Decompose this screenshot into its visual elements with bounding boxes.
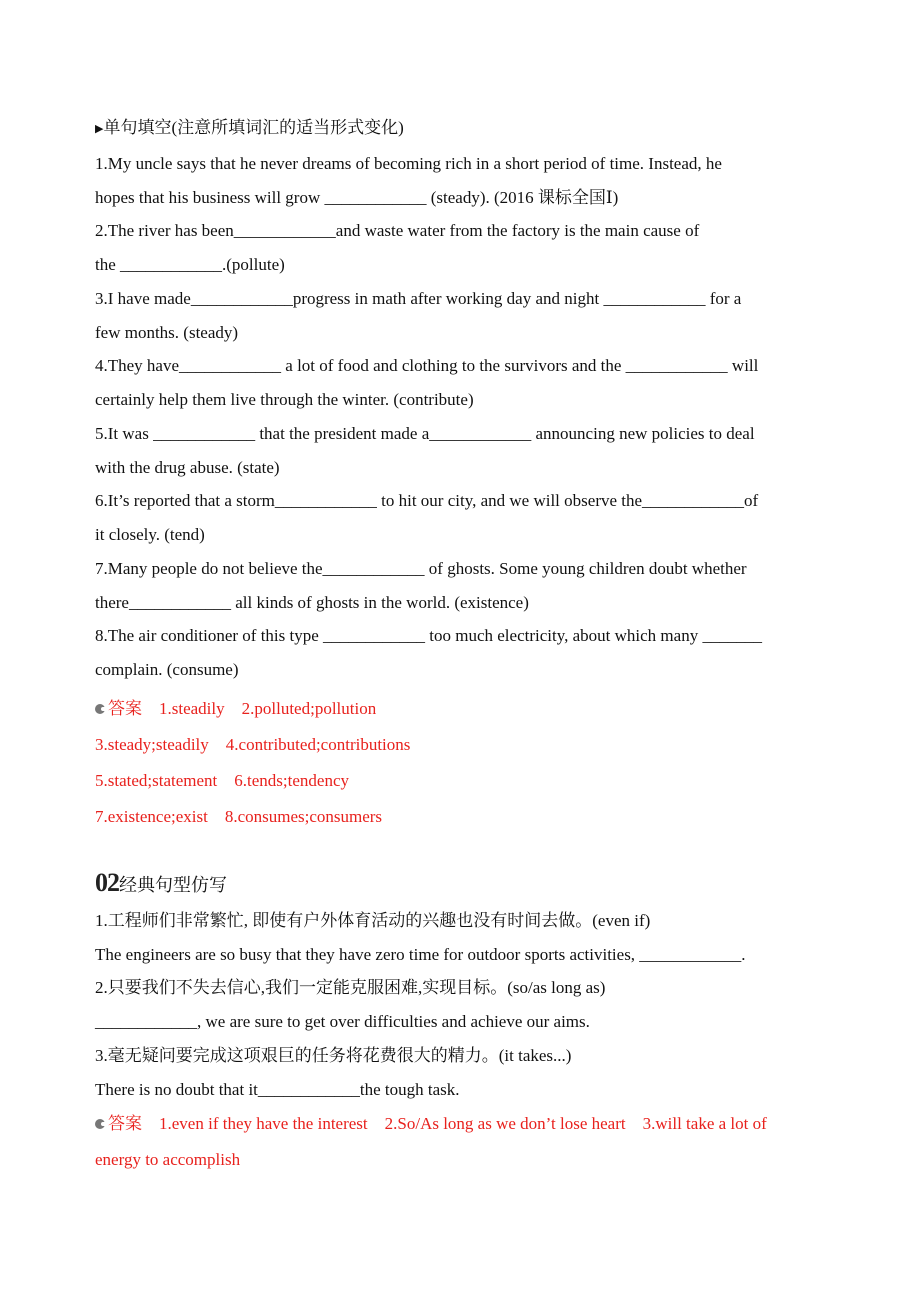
text-line: few months. (steady) [95,322,239,342]
text-line: There is no doubt that it____________the tough task. [95,1079,460,1099]
answer-line: 3.steady;steadily 4.contributed;contributions [95,734,411,754]
answer-icon [95,704,105,714]
exercise-lines [95,904,895,1107]
text-line: 4.They have____________ a lot of food and clothing to the survivors and the ____________ will [95,356,759,376]
answer-icon [95,1119,105,1129]
answer-line: 答案 1.steadily 2.polluted;pollution [95,691,895,727]
answers-block-1 [95,691,895,835]
text-line: 2.只要我们不失去信心,我们一定能克服困难,实现目标。(so/as long as) [95,978,606,998]
text-line: 1.工程师们非常繁忙, 即使有户外体育活动的兴趣也没有时间去做。(even if) [95,910,651,930]
text-line: certainly help them live through the winter. (contribute) [95,390,474,409]
text-line: with the drug abuse. (state) [95,457,280,477]
text-line: hopes that his business will grow ____________ (steady). (2016 课标全国Ⅰ) [95,187,619,207]
triangle-bullet-icon: ▶ [95,123,104,135]
section-sentence-imitation [95,865,895,1179]
text-line: ____________, we are sure to get over difficulties and achieve our aims. [95,1012,590,1031]
text-line: 6.It’s reported that a storm____________ to hit our city, and we will observe the____________of [95,491,759,511]
section-heading: ▶单句填空(注意所填词汇的适当形式变化) [95,118,404,137]
section-heading: 02经典句型仿写 [95,867,227,897]
answer-line: energy to accomplish [95,1150,241,1170]
text-line: The engineers are so busy that they have zero time for outdoor sports activities, ____________. [95,944,746,964]
text-line: 3.I have made____________progress in math after working day and night ____________ for a [95,288,742,308]
text-line: there____________ all kinds of ghosts in the world. (existence) [95,592,529,612]
text-line: the ____________.(pollute) [95,255,285,274]
answer-line: 5.stated;statement 6.tends;tendency [95,770,349,790]
text-line: 2.The river has been____________and waste water from the factory is the main cause of [95,221,700,241]
section-fill-in-blanks [95,111,895,687]
section-number: 02 [95,867,119,897]
exercise-lines [95,147,895,687]
text-line: 7.Many people do not believe the____________ of ghosts. Some young children doubt whether [95,558,747,578]
answer-line: 7.existence;exist 8.consumes;consumers [95,806,383,826]
text-line: 5.It was ____________ that the president made a____________ announcing new policies to deal [95,423,755,443]
text-line: complain. (consume) [95,660,239,679]
answer-line: 答案 1.even if they have the interest 2.So/As long as we don’t lose heart 3.will take a lot of [95,1106,895,1142]
text-line: it closely. (tend) [95,525,205,544]
text-line: 1.My uncle says that he never dreams of becoming rich in a short period of time. Instead, he [95,153,722,173]
text-line: 3.毫无疑问要完成这项艰巨的任务将花费很大的精力。(it takes...) [95,1045,572,1065]
text-line: 8.The air conditioner of this type ____________ too much electricity, about which many _______ [95,626,762,646]
